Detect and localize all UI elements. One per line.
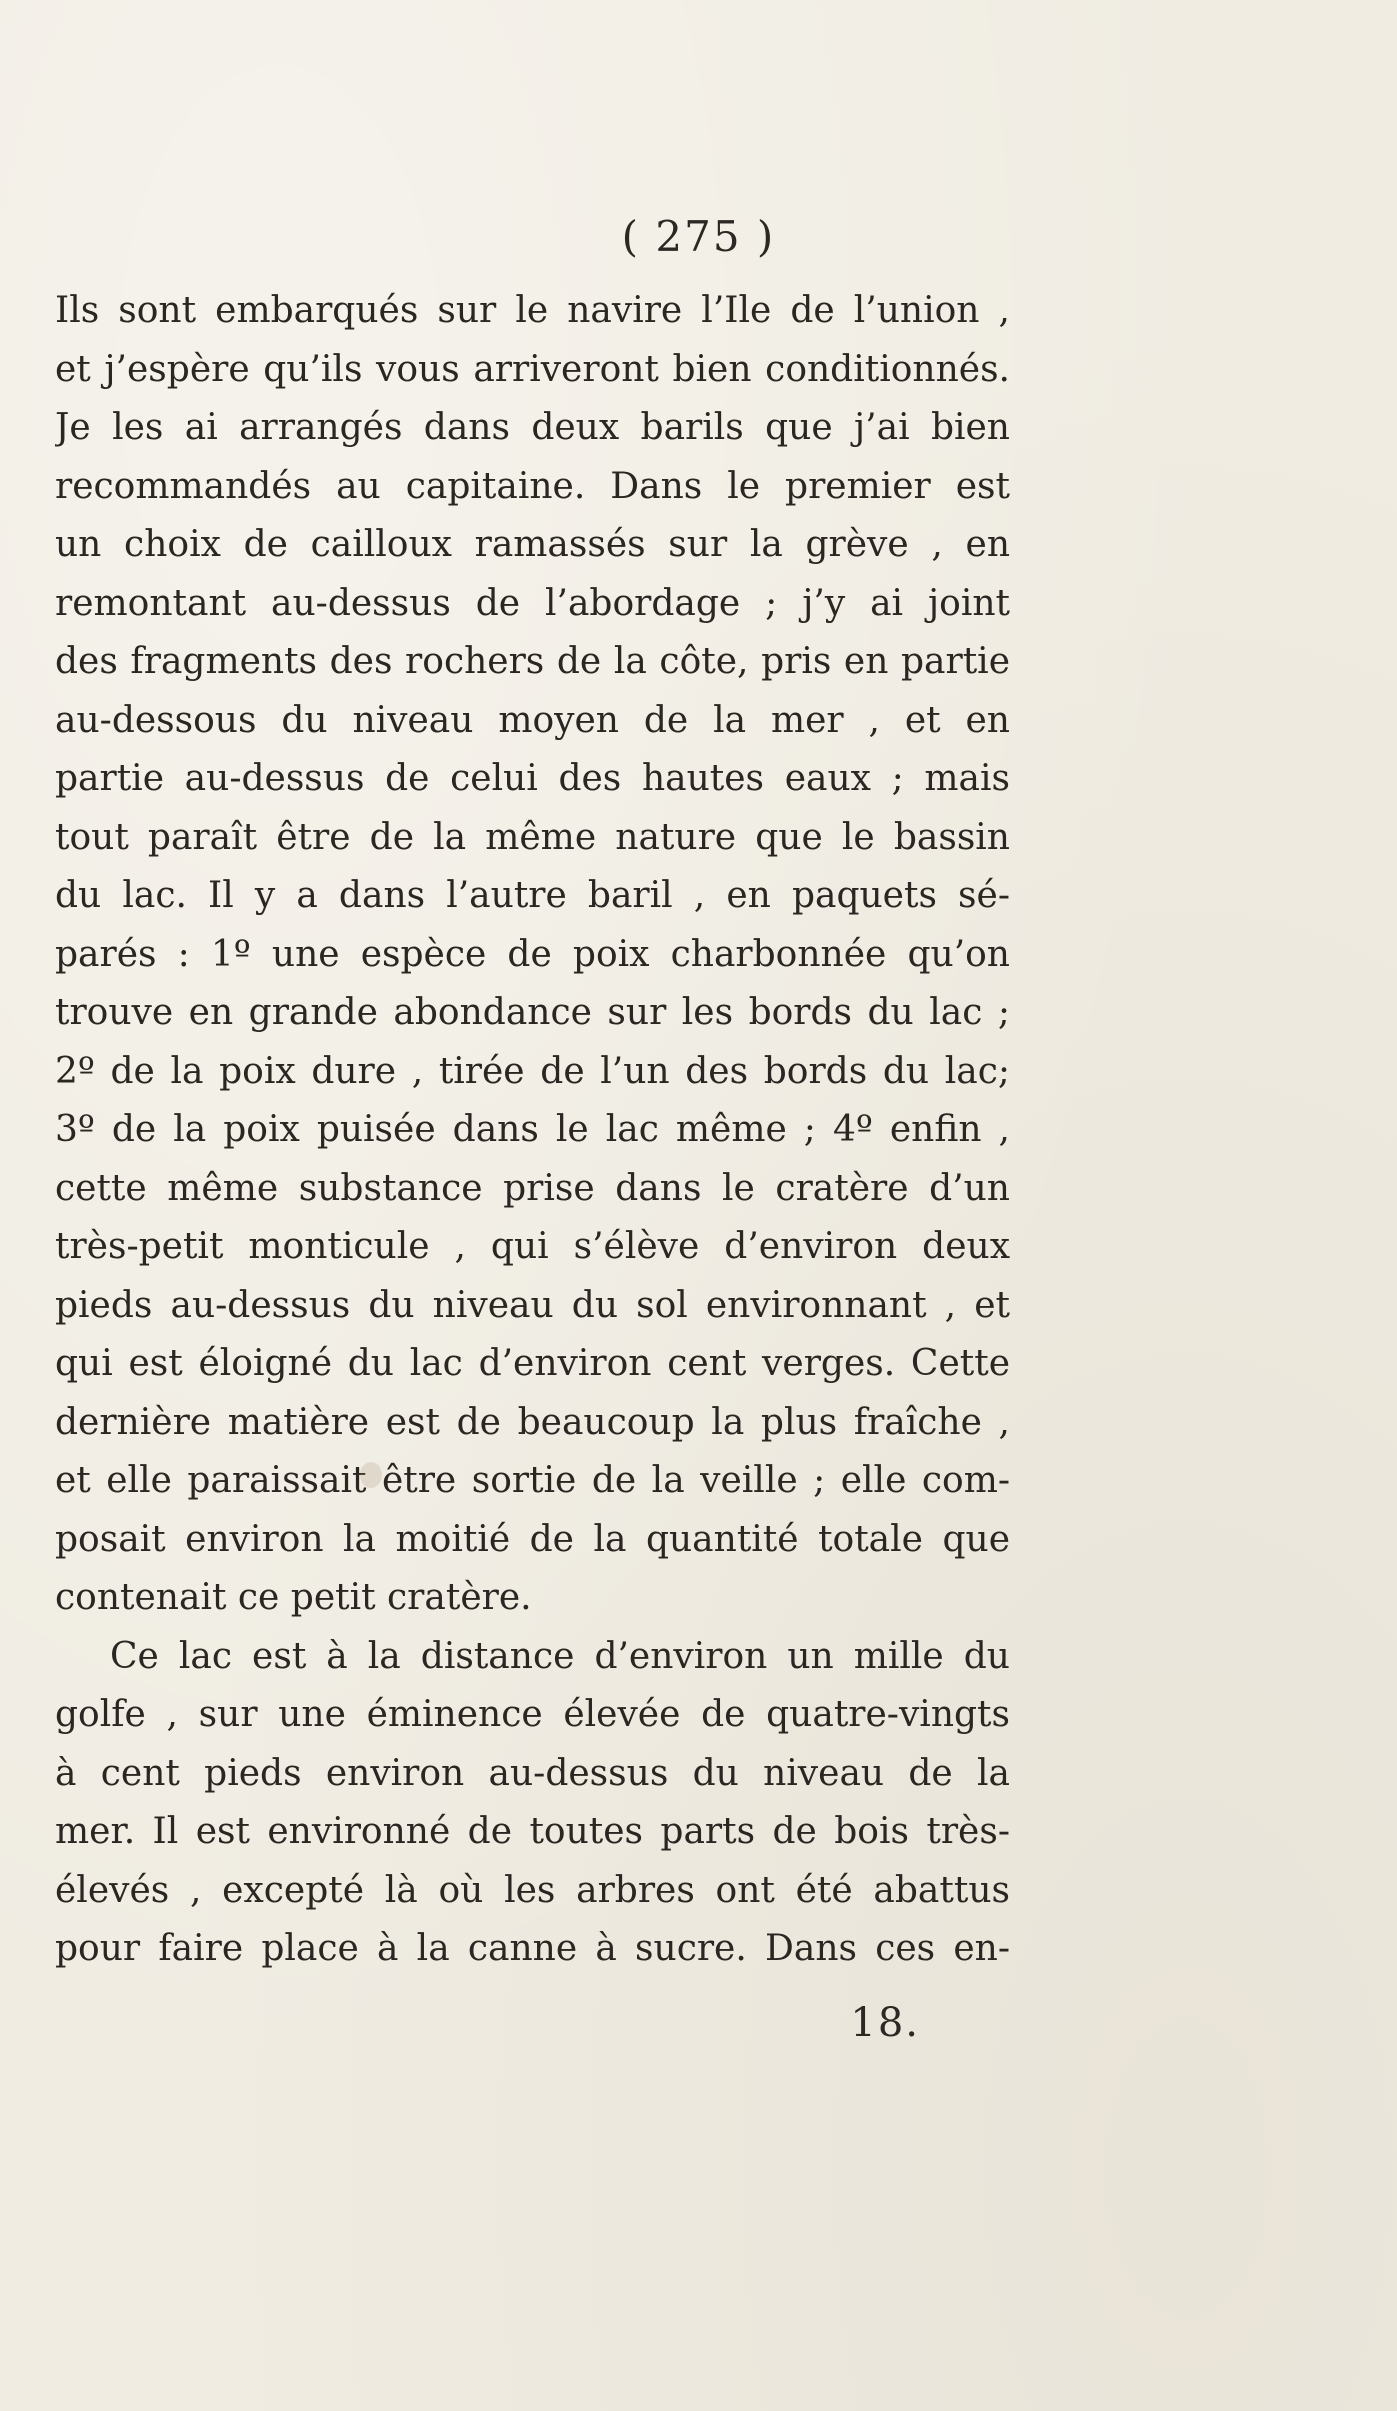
text-line: 3º de la poix puisée dans le lac même ; 4º enfin ,: [55, 1109, 1010, 1150]
paper-stain: [360, 1462, 382, 1488]
text-line: cette même substance prise dans le cratère d’un: [55, 1167, 1010, 1209]
text-line: Je les ai arrangés dans deux barils que j’ai bien: [55, 407, 1010, 448]
text-line: élevés , excepté là où les arbres ont été abattus: [55, 1869, 1010, 1911]
text-line: à cent pieds environ au-dessus du niveau de la: [55, 1752, 1010, 1794]
text-line: posait environ la moitié de la quantité totale que: [55, 1518, 1010, 1560]
text-line: au-dessous du niveau moyen de la mer , et en: [55, 699, 1010, 741]
text-line: remontant au-dessus de l’abordage ; j’y ai joint: [55, 582, 1010, 624]
text-line: parés : 1º une espèce de poix charbonnée qu’on: [55, 933, 1010, 975]
text-line: des fragments des rochers de la côte, pris en partie: [55, 641, 1010, 682]
text-line: un choix de cailloux ramassés sur la grève , en: [55, 524, 1010, 565]
signature-mark: 18.: [850, 2000, 920, 2046]
text-line: et elle paraissait être sortie de la veille ; elle com-: [55, 1460, 1010, 1501]
text-line: Ils sont embarqués sur le navire l’Ile de l’union ,: [55, 290, 1010, 331]
text-line: 2º de la poix dure , tirée de l’un des bords du lac;: [55, 1050, 1010, 1092]
text-line: qui est éloigné du lac d’environ cent verges. Cette: [55, 1343, 1010, 1384]
text-line: golfe , sur une éminence élevée de quatre-vingts: [55, 1694, 1010, 1735]
text-line: trouve en grande abondance sur les bords du lac ;: [55, 992, 1010, 1033]
text-line: partie au-dessus de celui des hautes eaux ; mais: [55, 758, 1010, 799]
text-line: pour faire place à la canne à sucre. Dans ces en-: [55, 1928, 1010, 1969]
page-number: ( 275 ): [621, 212, 776, 261]
text-line: contenait ce petit cratère.: [55, 1577, 532, 1618]
text-line: mer. Il est environné de toutes parts de bois très-: [55, 1811, 1010, 1852]
text-line: du lac. Il y a dans l’autre baril , en paquets sé-: [55, 875, 1010, 916]
text-line: et j’espère qu’ils vous arriveront bien conditionnés.: [55, 348, 1010, 390]
text-line: tout paraît être de la même nature que le bassin: [55, 816, 1010, 858]
text-line: recommandés au capitaine. Dans le premier est: [55, 465, 1010, 507]
text-line: dernière matière est de beaucoup la plus fraîche ,: [55, 1401, 1010, 1443]
text-line: pieds au-dessus du niveau du sol environnant , et: [55, 1284, 1010, 1326]
text-line: Ce lac est à la distance d’environ un mille du: [110, 1635, 1010, 1677]
body-text: [55, 282, 1010, 1979]
text-line: très-petit monticule , qui s’élève d’environ deux: [55, 1226, 1010, 1267]
